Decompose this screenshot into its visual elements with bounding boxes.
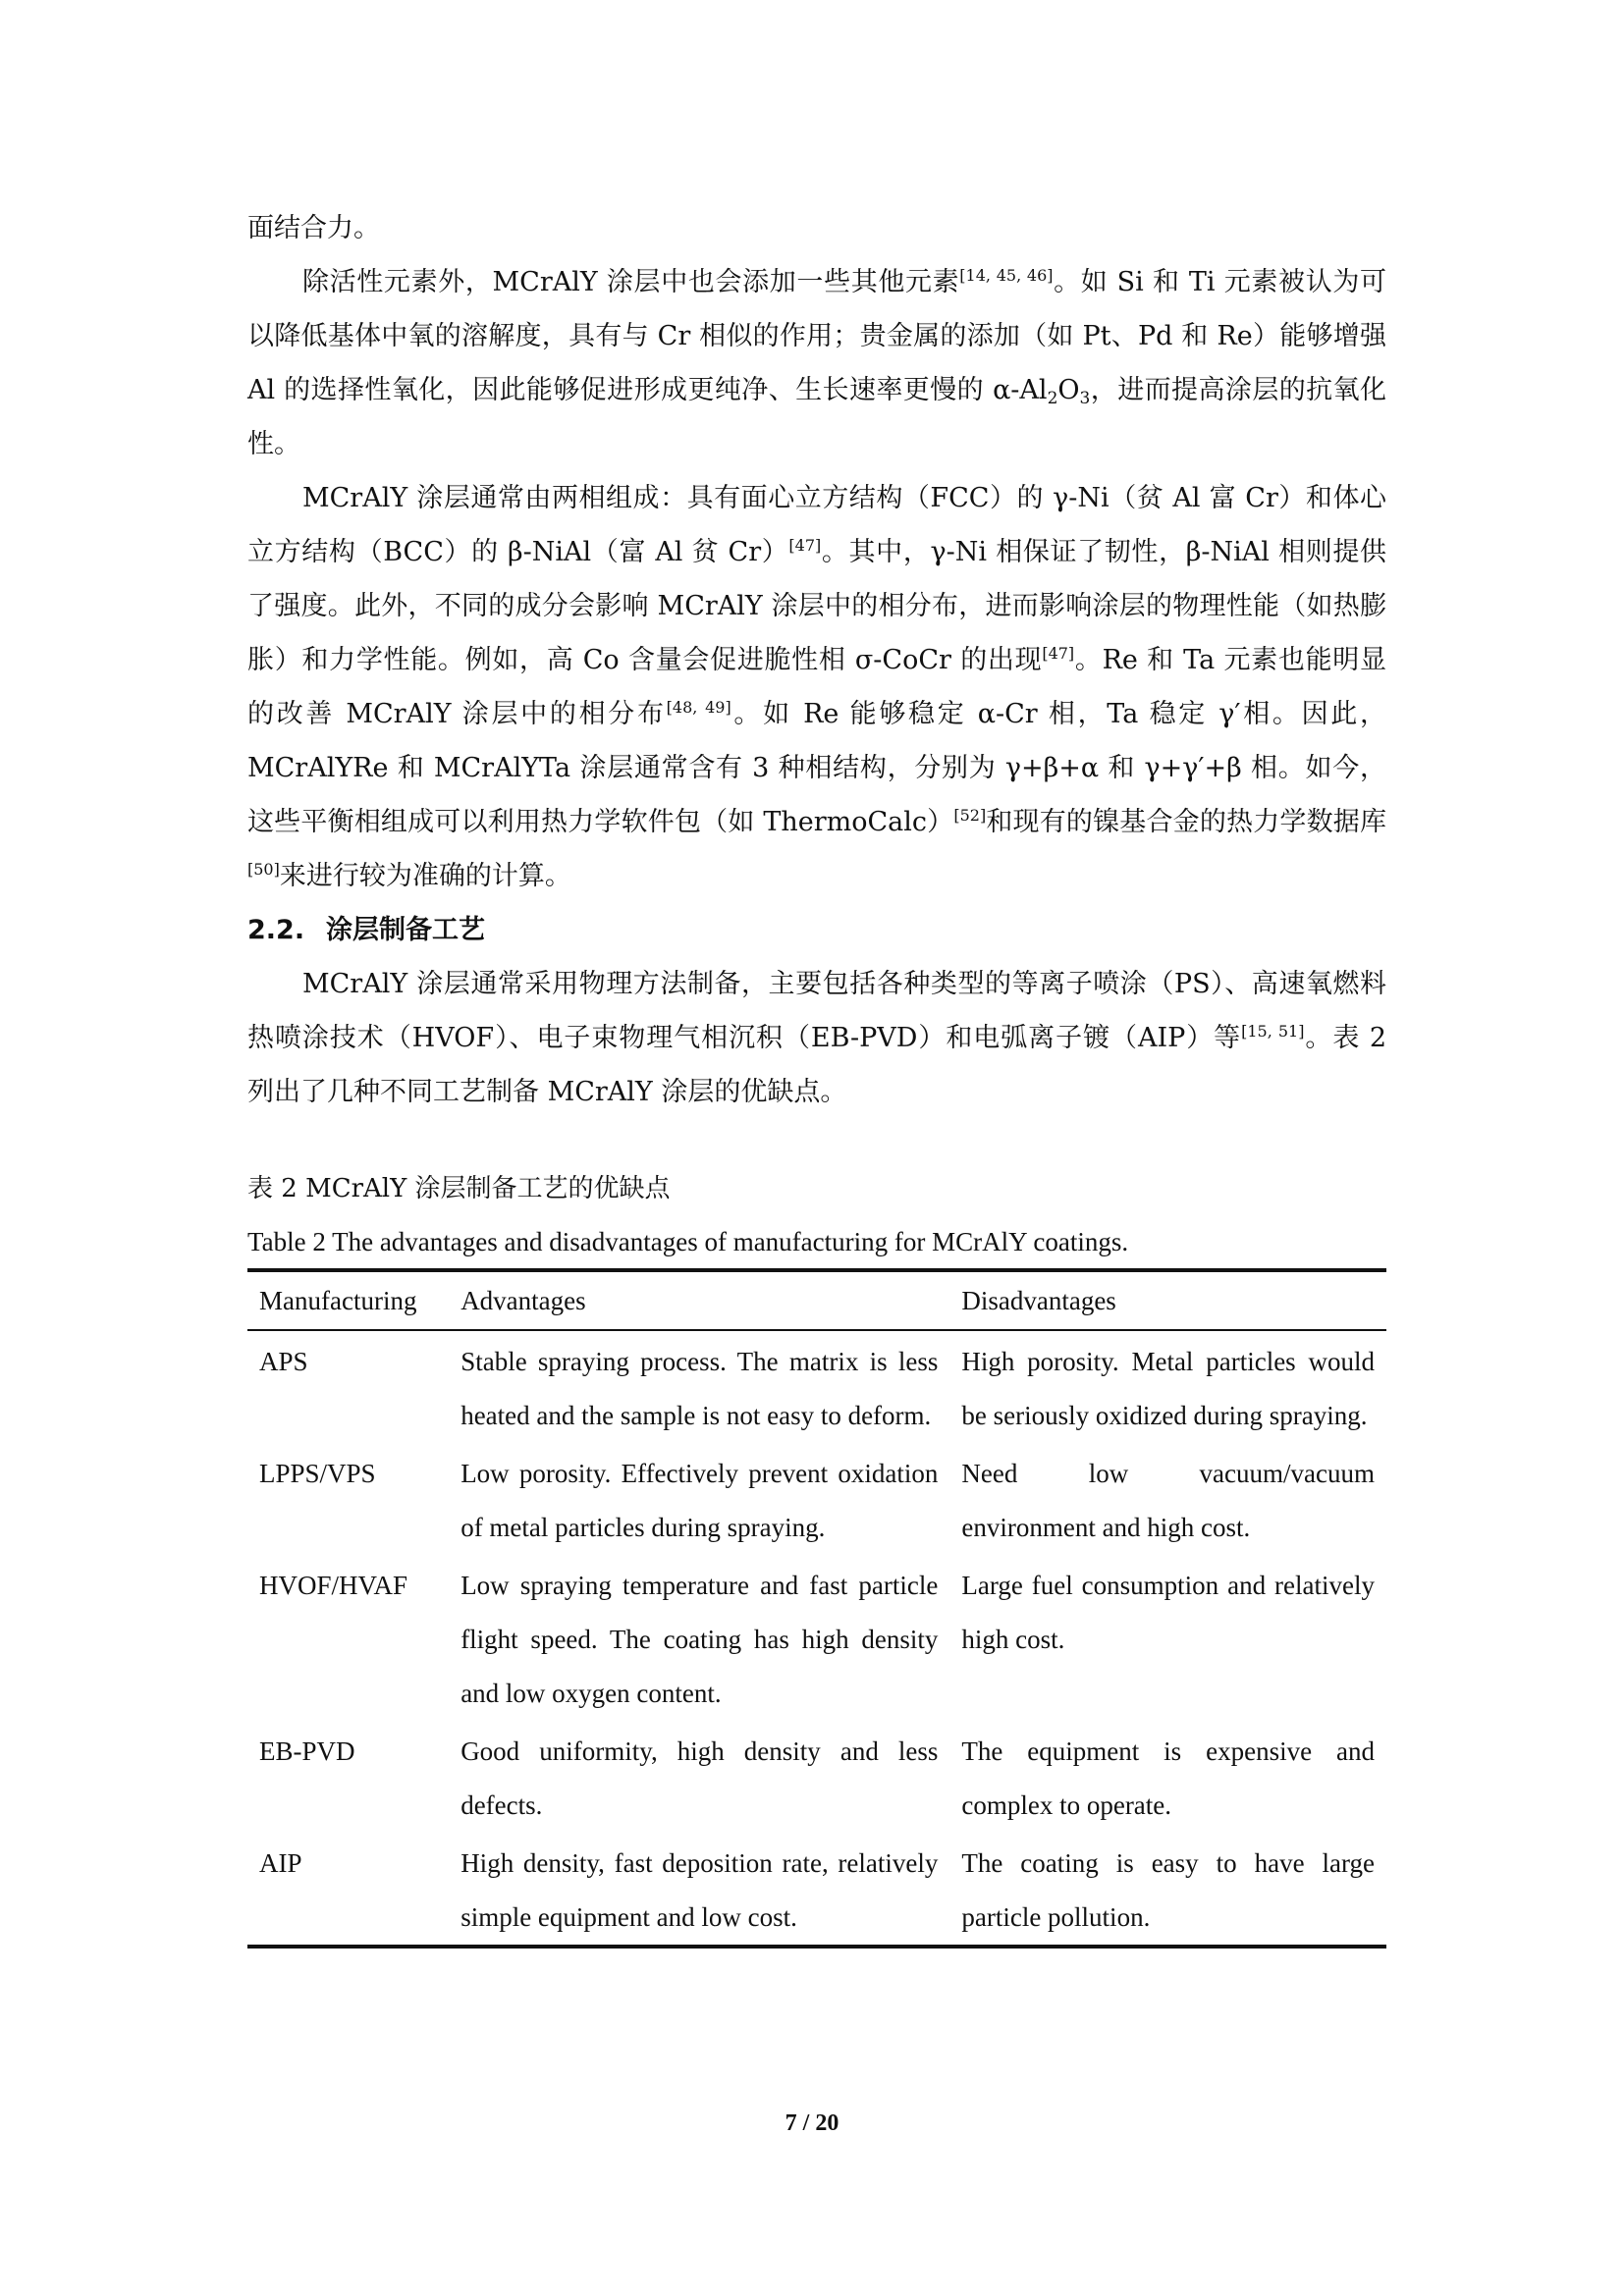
table-caption-english: Table 2 The advantages and disadvantages of manufacturing for MCrAlY coatings. xyxy=(247,1227,1129,1256)
paragraph-fragment: 面结合力。 xyxy=(247,213,380,243)
table-cell: HVOF/HVAF xyxy=(259,1571,408,1600)
section-heading xyxy=(247,903,1386,957)
column-header: Manufacturing xyxy=(247,1270,449,1330)
citation: [14, 45, 46] xyxy=(959,266,1054,285)
table-cell: Stable spraying process. The matrix is less heated and the sample is not easy to deform. xyxy=(460,1347,939,1430)
body-text xyxy=(247,201,1386,1119)
column-header: Advantages xyxy=(449,1270,949,1330)
table-row xyxy=(247,1555,1386,1721)
citation: [47] xyxy=(1042,644,1075,663)
citation: [15, 51] xyxy=(1241,1022,1305,1041)
table-cell: Need low vacuum/vacuum environment and high cost. xyxy=(961,1459,1375,1542)
table-cell: Low spraying temperature and fast particle flight speed. The coating has high density and low oxygen content. xyxy=(460,1571,939,1708)
table-cell: The equipment is expensive and complex to operate. xyxy=(961,1736,1375,1820)
comparison-table xyxy=(247,1268,1386,1949)
section-title: 涂层制备工艺 xyxy=(326,915,485,945)
table-cell: APS xyxy=(259,1347,308,1376)
table-cell: Low porosity. Effectively prevent oxidation of metal particles during spraying. xyxy=(460,1459,939,1542)
citation: [52] xyxy=(953,806,987,825)
table-caption-chinese: 表 2 MCrAlY 涂层制备工艺的优缺点 xyxy=(247,1174,671,1203)
table-cell: EB-PVD xyxy=(259,1736,355,1766)
table-cell: AIP xyxy=(247,1833,449,1947)
citation: [50] xyxy=(247,860,280,879)
table-cell: Good uniformity, high density and less defects. xyxy=(460,1736,939,1820)
table-cell: The coating is easy to have large particle pollution. xyxy=(949,1833,1386,1947)
paragraph-preparation: MCrAlY 涂层通常采用物理方法制备，主要包括各种类型的等离子喷涂（PS）、高速氧燃料热喷涂技术（HVOF）、电子束物理气相沉积（EB-PVD）和电弧离子镀（AIP）等[15, 51]。表 2 列出了几种不同工艺制备 MCrAlY 涂层的优缺点。 xyxy=(247,969,1387,1107)
page-number: 7 / 20 xyxy=(785,2110,839,2136)
section-number: 2.2. xyxy=(247,915,305,945)
table-cell: Large fuel consumption and relatively high cost. xyxy=(961,1571,1375,1654)
table-row xyxy=(247,1833,1386,1947)
table-cell: High porosity. Metal particles would be seriously oxidized during spraying. xyxy=(961,1347,1375,1430)
table-row xyxy=(247,1443,1386,1555)
table-header-row xyxy=(247,1270,1386,1330)
citation: [48, 49] xyxy=(666,698,731,717)
column-header: Disadvantages xyxy=(949,1270,1386,1330)
table-row xyxy=(247,1330,1386,1443)
table-row xyxy=(247,1721,1386,1833)
citation: [47] xyxy=(788,536,822,555)
paragraph-phase-composition: MCrAlY 涂层通常由两相组成：具有面心立方结构（FCC）的 γ-Ni（贫 Al 富 Cr）和体心立方结构（BCC）的 β-NiAl（富 Al 贫 Cr）[47]。其中，γ-Ni 相保证了韧性，β-NiAl 相则提供了强度。此外，不同的成分会影响 MCrAlY 涂层中的相分布，进而影响涂层的物理性能（如热膨胀）和力学性能。例如，高 Co 含量会促进脆性相 σ-CoCr 的出现[47]。Re 和 Ta 元素也能明显的改善 MCrAlY 涂层中的相分布[48, 49]。如 Re 能够稳定 α-Cr 相，Ta 稳定 γ′相。因此，MCrAlYRe 和 MCrAlYTa 涂层通常含有 3 种相结构，分别为 γ+β+α 和 γ+γ′+β 相。如今，这些平衡相组成可以利用热力学软件包（如 ThermoCalc）[52]和现有的镍基合金的热力学数据库[50]来进行较为准确的计算。 xyxy=(247,483,1386,891)
paragraph-other-elements: 除活性元素外，MCrAlY 涂层中也会添加一些其他元素[14, 45, 46]。如 Si 和 Ti 元素被认为可以降低基体中氧的溶解度，具有与 Cr 相似的作用；贵金属的添加（如 Pt、Pd 和 Re）能够增强 Al 的选择性氧化，因此能够促进形成更纯净、生长速率更慢的 $\alpha-Al_2O_3$，进而提高涂层的抗氧化性。 xyxy=(247,266,1387,459)
table-cell: High density, fast deposition rate, relatively simple equipment and low cost. xyxy=(449,1833,949,1947)
table-cell: LPPS/VPS xyxy=(259,1459,376,1488)
